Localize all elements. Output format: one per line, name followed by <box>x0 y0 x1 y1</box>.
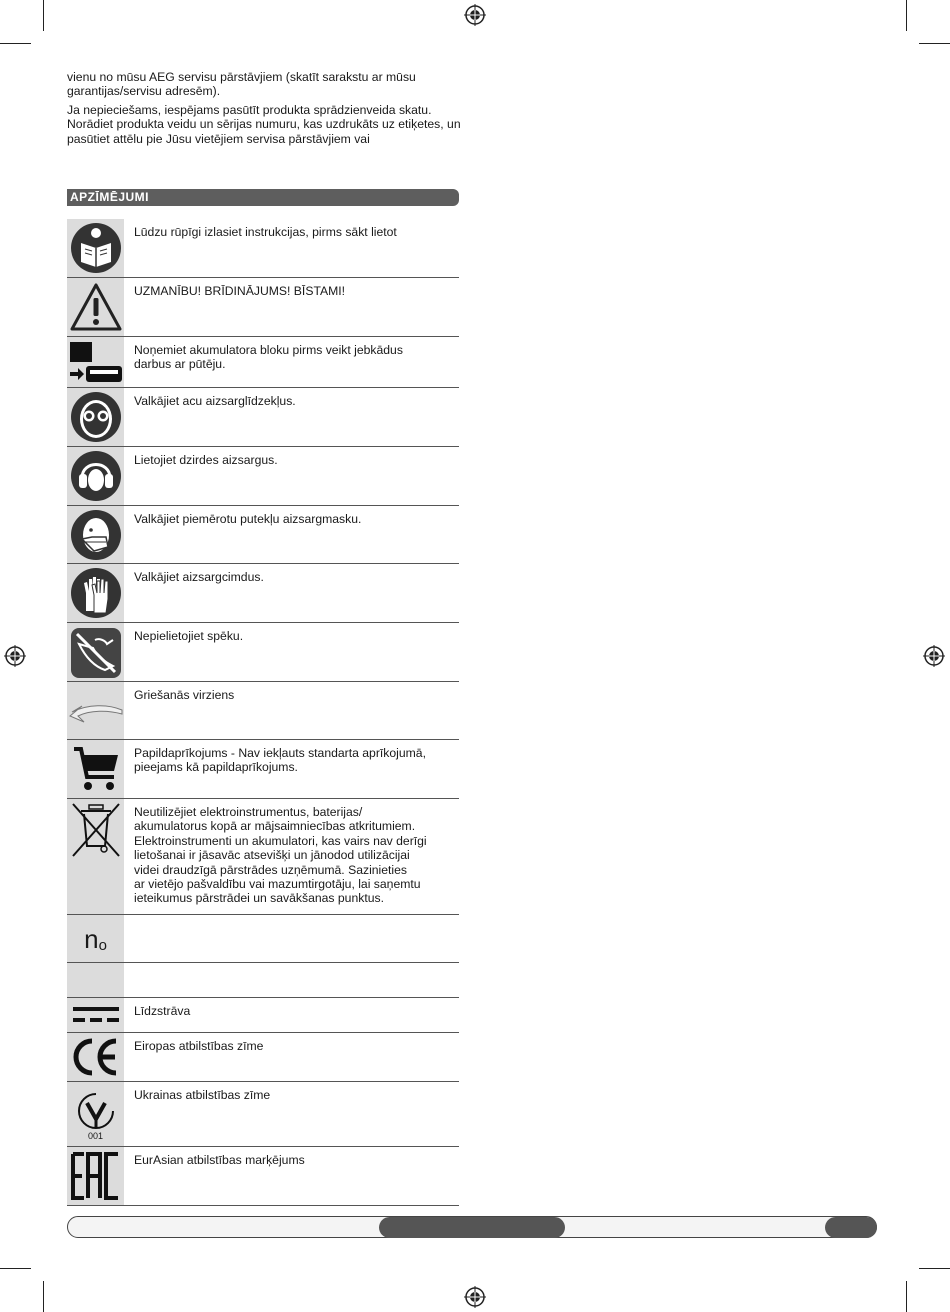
symbol-row <box>67 998 459 1033</box>
symbol-text: Nepielietojiet spēku. <box>134 629 244 643</box>
symbol-icon-cell <box>67 1147 124 1205</box>
symbol-row <box>67 1147 459 1206</box>
symbol-icon-cell <box>67 740 124 798</box>
symbol-row <box>67 506 459 564</box>
symbol-icon-cell <box>67 1082 124 1146</box>
eye-protection-icon <box>70 391 122 443</box>
symbol-row <box>67 682 459 740</box>
warning-triangle-icon <box>69 281 123 333</box>
intro-paragraph: vienu no mūsu AEG servisu pārstāvjiem (skatīt sarakstu ar mūsu garantijas/servisu adresēm). <box>67 70 416 99</box>
intro-text <box>67 70 467 150</box>
symbol-icon-cell <box>67 447 124 505</box>
shopping-cart-icon <box>70 743 122 795</box>
registration-mark-icon <box>4 645 26 667</box>
footer-bar-segment <box>379 1217 565 1238</box>
symbol-icon-cell <box>67 506 124 563</box>
dust-mask-icon <box>70 509 122 561</box>
remove-battery-icon <box>68 340 124 386</box>
symbol-icon-cell <box>67 337 124 387</box>
symbol-icon-cell <box>67 682 124 739</box>
symbol-icon-cell <box>67 799 124 914</box>
gloves-icon <box>70 567 122 619</box>
symbol-text: Lietojiet dzirdes aizsargus. <box>134 453 278 467</box>
crop-mark <box>43 0 44 31</box>
symbol-row <box>67 799 459 915</box>
symbol-text: Eiropas atbilstības zīme <box>134 1039 264 1053</box>
symbol-text: Papildaprīkojums - Nav iekļauts standarta aprīkojumā, pieejams kā papildaprīkojums. <box>134 746 426 775</box>
symbol-text: Valkājiet aizsargcimdus. <box>134 570 264 584</box>
registration-mark-icon <box>464 1286 486 1308</box>
crossed-bin-icon <box>69 802 123 858</box>
symbol-row <box>67 740 459 799</box>
read-manual-icon <box>70 222 122 274</box>
crop-mark <box>43 1281 44 1312</box>
crop-mark <box>906 0 907 31</box>
symbol-row <box>67 1033 459 1082</box>
registration-mark-icon <box>923 645 945 667</box>
symbol-row <box>67 219 459 278</box>
symbol-icon-cell <box>67 1033 124 1081</box>
ce-mark-icon <box>70 1036 122 1078</box>
symbol-text: Ukrainas atbilstības zīme <box>134 1088 271 1102</box>
intro-paragraph: Ja nepieciešams, iespējams pasūtīt produkta sprādzienveida skatu. Norādiet produkta veidu un sērijas numuru, kas uzdrukāts uz etiķetes, un pasūtiet attēlu pie Jūsu vietējiem servisa pārstāvjiem vai <box>67 102 461 146</box>
symbol-row <box>67 915 459 963</box>
symbol-icon-cell <box>67 278 124 336</box>
symbol-text: Valkājiet acu aizsarglīdzekļus. <box>134 394 296 408</box>
crop-mark <box>0 43 31 44</box>
ukraine-mark-icon <box>76 1091 116 1131</box>
no-force-icon <box>69 626 123 680</box>
symbol-code: 001 <box>87 1130 104 1141</box>
symbol-row <box>67 564 459 623</box>
symbol-text: EurAsian atbilstības marķējums <box>134 1153 305 1167</box>
symbol-row <box>67 1082 459 1147</box>
footer-bar-segment <box>825 1217 877 1238</box>
symbol-icon-cell <box>67 998 124 1032</box>
ear-protection-icon <box>70 450 122 502</box>
symbol-text <box>126 963 459 997</box>
symbol-text <box>126 915 459 962</box>
symbol-row <box>67 388 459 447</box>
symbol-icon-cell <box>67 963 124 997</box>
symbol-text: Neutilizējiet elektroinstrumentus, baterijas/ akumulatorus kopā ar mājsaimniecības atkritumiem. Elektroinstrumenti un akumulatori, kas vairs nav derīgi lietošanai ir jāsavāc atsevišķi un jānodod utilizācijai videi draudzīgā pārstrādes uzņēmumā. Sazinieties ar vietējo pašvaldību vai mazumtirgotāju, lai saņemtu ieteikumus pārstrādei un savākšanas punktus. <box>134 805 427 906</box>
symbols-table <box>67 219 459 1206</box>
rotation-direction-icon <box>68 696 124 726</box>
crop-mark <box>906 1281 907 1312</box>
symbol-glyph: n <box>84 923 99 954</box>
symbol-icon-cell <box>67 623 124 681</box>
symbol-icon-cell <box>67 564 124 622</box>
symbol-row <box>67 447 459 506</box>
crop-mark <box>919 1268 950 1269</box>
symbol-row <box>67 278 459 337</box>
symbol-text: UZMANĪBU! BRĪDINĀJUMS! BĪSTAMI! <box>134 284 346 298</box>
section-heading: APZĪMĒJUMI <box>67 189 459 206</box>
symbol-text: Noņemiet akumulatora bloku pirms veikt jebkādus darbus ar pūtēju. <box>134 343 403 372</box>
symbol-icon-cell <box>67 219 124 277</box>
direct-current-icon <box>71 1002 121 1028</box>
symbol-icon-cell <box>67 388 124 446</box>
symbol-row <box>67 963 459 998</box>
symbol-text: Lūdzu rūpīgi izlasiet instrukcijas, pirms sākt lietot <box>134 225 397 239</box>
registration-mark-icon <box>464 4 486 26</box>
eac-mark-icon <box>70 1150 122 1202</box>
crop-mark <box>919 43 950 44</box>
symbol-row <box>67 623 459 682</box>
symbol-text: Griešanās virziens <box>134 688 235 702</box>
crop-mark <box>0 1268 31 1269</box>
symbol-row <box>67 337 459 388</box>
symbol-text: Valkājiet piemērotu putekļu aizsargmasku. <box>134 512 362 526</box>
symbol-text: Līdzstrāva <box>134 1004 191 1018</box>
no-load-speed-icon <box>67 915 124 962</box>
symbol-glyph-sub: o <box>98 937 107 954</box>
